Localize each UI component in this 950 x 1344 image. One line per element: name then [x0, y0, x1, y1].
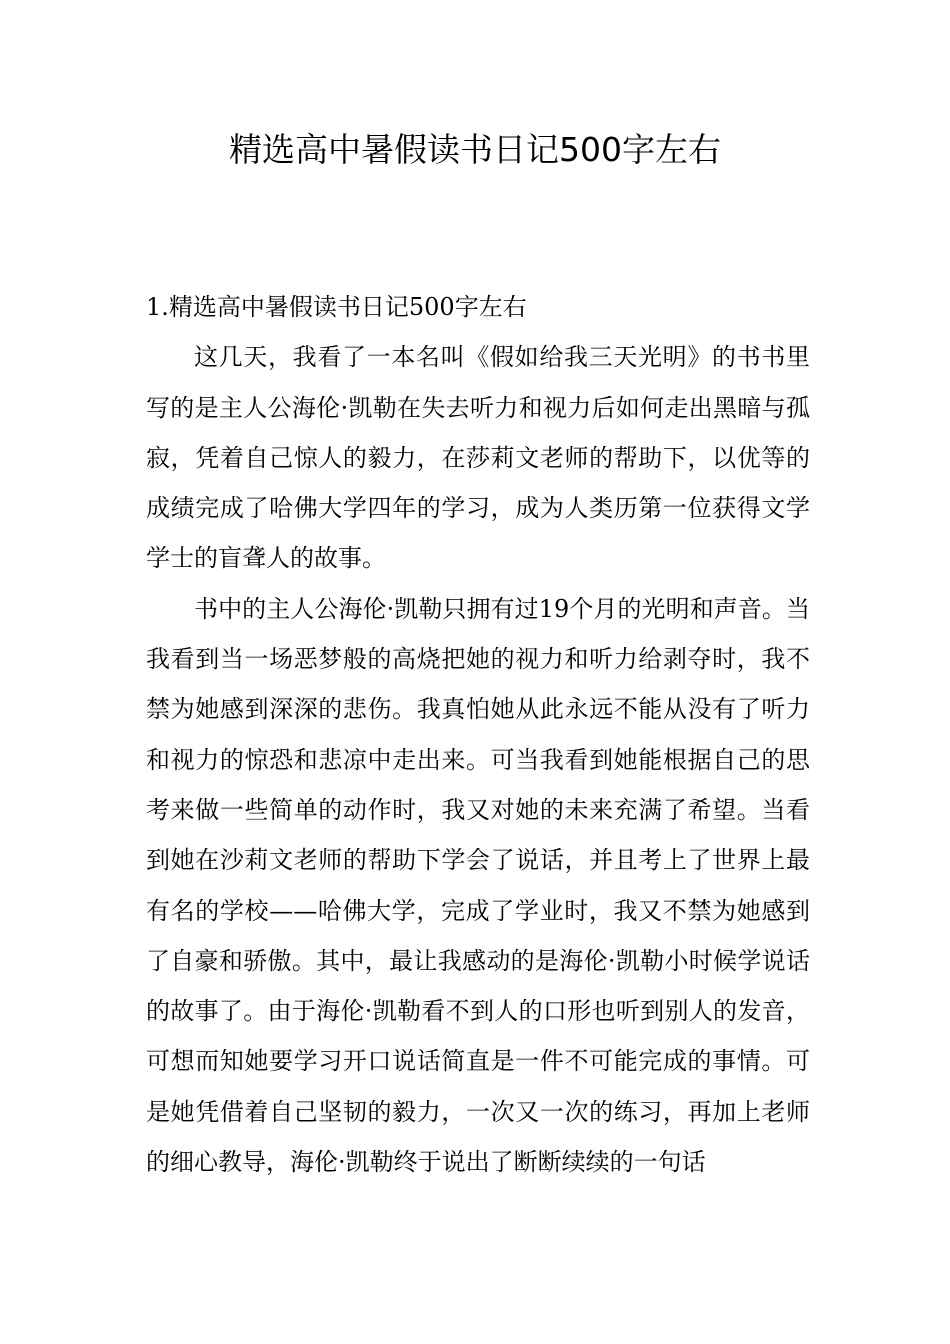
paragraph-2: 书中的主人公海伦·凯勒只拥有过19个月的光明和声音。当我看到当一场恶梦般的高烧把她的视力和听力给剥夺时，我不禁为她感到深深的悲伤。我真怕她从此永远不能从没有了听力和视力的惊恐和悲凉中走出来。可当我看到她能根据自己的思考来做一些简单的动作时，我又对她的未来充满了希望。当看到她在沙莉文老师的帮助下学会了说话，并且考上了世界上最有名的学校——哈佛大学，完成了学业时，我又不禁为她感到了自豪和骄傲。其中，最让我感动的是海伦·凯勒小时候学说话的故事了。由于海伦·凯勒看不到人的口形也听到别人的发音，可想而知她要学习开口说话简直是一件不可能完成的事情。可是她凭借着自己坚韧的毅力，一次又一次的练习，再加上老师的细心教导，海伦·凯勒终于说出了断断续续的一句话: [146, 594, 810, 1177]
document-title: 精选高中暑假读书日记500字左右: [229, 130, 721, 169]
section-heading: 1.精选高中暑假读书日记500字左右: [146, 293, 527, 321]
paragraph-1: 这几天，我看了一本名叫《假如给我三天光明》的书书里写的是主人公海伦·凯勒在失去听力和视力后如何走出黑暗与孤寂，凭着自己惊人的毅力，在莎莉文老师的帮助下，以优等的成绩完成了哈佛大学四年的学习，成为人类历第一位获得文学学士的盲聋人的故事。: [146, 343, 810, 573]
document-body: [146, 282, 810, 1187]
